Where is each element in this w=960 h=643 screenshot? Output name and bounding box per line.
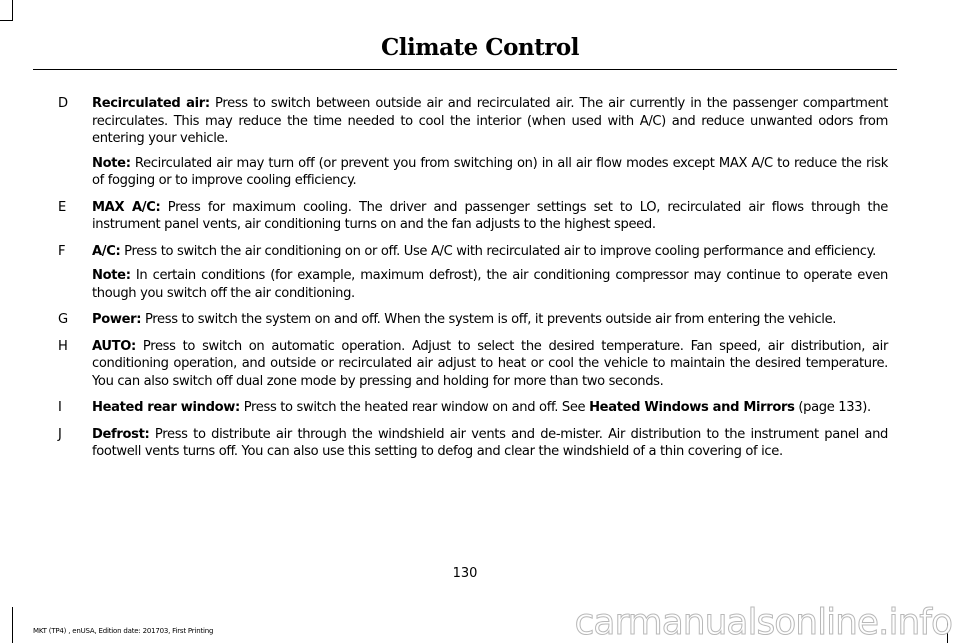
entry-description	[92, 338, 888, 391]
entry-letter: F	[58, 243, 66, 259]
watermark-logo: carmanualsonline.info	[574, 602, 952, 643]
note-text: Recirculated air may turn off (or prevent you from switching on) in all air flow modes except MAX A/C to reduce the risk of fogging or to improve cooling efficiency.	[92, 155, 888, 188]
page-number: 130	[452, 566, 478, 581]
footer-edition-info: MKT (TP4) , enUSA, Edition date: 201703, First Printing	[33, 627, 214, 635]
entry-term: MAX A/C:	[92, 199, 161, 215]
entry-letter: D	[58, 96, 69, 111]
entry-term: A/C:	[92, 243, 121, 259]
entry-letter: J	[58, 426, 62, 442]
entry-letter: H	[58, 338, 68, 354]
entry-letter: E	[58, 199, 67, 215]
entry-term: AUTO:	[92, 338, 136, 354]
entry-h	[0, 338, 960, 391]
entry-description	[92, 95, 888, 148]
entry-text: Press to switch the system on and off. When the system is off, it prevents outside air from entering the vehicle.	[141, 312, 837, 327]
entry-description	[92, 426, 888, 461]
entry-note	[92, 267, 888, 302]
crop-mark-bottom-left-v	[12, 607, 13, 643]
crop-mark-top-left-v	[12, 0, 13, 20]
entry-i	[0, 399, 960, 417]
entry-term: Heated rear window:	[92, 400, 240, 415]
note-label: Note:	[92, 155, 131, 171]
entry-note	[92, 155, 888, 190]
page-reference: (page 133).	[794, 400, 871, 415]
entry-letter: I	[58, 400, 62, 415]
entry-description	[92, 199, 888, 234]
entry-text: Press to switch on automatic operation. Adjust to select the desired temperature. Fan speed, air distribution, air conditioning operation, and outside or recirculated air adjust to heat or cool the vehicle to maintain the desired temperature. You can also switch off dual zone mode by pressing and holding for more than two seconds.	[92, 338, 888, 389]
entry-f	[0, 243, 960, 303]
entry-g	[0, 311, 960, 329]
cross-reference-link[interactable]: Heated Windows and Mirrors	[589, 400, 795, 415]
entry-text: Press to switch the heated rear window on and off. See	[239, 400, 590, 415]
page-title: Climate Control	[381, 34, 579, 61]
entry-term: Recirculated air:	[92, 96, 210, 111]
entry-description	[92, 399, 888, 417]
entry-text: Press to switch between outside air and recirculated air. The air currently in the passenger compartment recirculates. This may reduce the time needed to cool the interior (when used with A/C) and reduce unwanted odors from entering your vehicle.	[92, 96, 889, 146]
entry-term: Defrost:	[92, 426, 150, 442]
entry-d	[0, 95, 960, 190]
entry-letter: G	[58, 312, 69, 327]
entry-text: Press to switch the air conditioning on or off. Use A/C with recirculated air to improve cooling performance and efficiency.	[120, 243, 876, 259]
entry-description	[92, 243, 888, 261]
note-text: In certain conditions (for example, maximum defrost), the air conditioning compressor may continue to operate even though you switch off the air conditioning.	[92, 268, 888, 301]
header-divider	[33, 69, 897, 70]
legend-entries	[0, 95, 960, 470]
note-label: Note:	[92, 268, 131, 283]
entry-description	[92, 311, 888, 329]
entry-text: Press for maximum cooling. The driver and passenger settings set to LO, recirculated air flows through the instrument panel vents, air conditioning turns on and the fan adjusts to the highest speed.	[92, 199, 888, 232]
entry-j	[0, 426, 960, 461]
crop-mark-top-left-h	[0, 20, 13, 21]
entry-e	[0, 199, 960, 234]
entry-term: Power:	[92, 312, 142, 327]
entry-text: Press to distribute air through the windshield air vents and de-mister. Air distribution to the instrument panel and footwell vents turns off. You can also use this setting to defog and clear the windshield of a thin covering of ice.	[92, 426, 888, 459]
